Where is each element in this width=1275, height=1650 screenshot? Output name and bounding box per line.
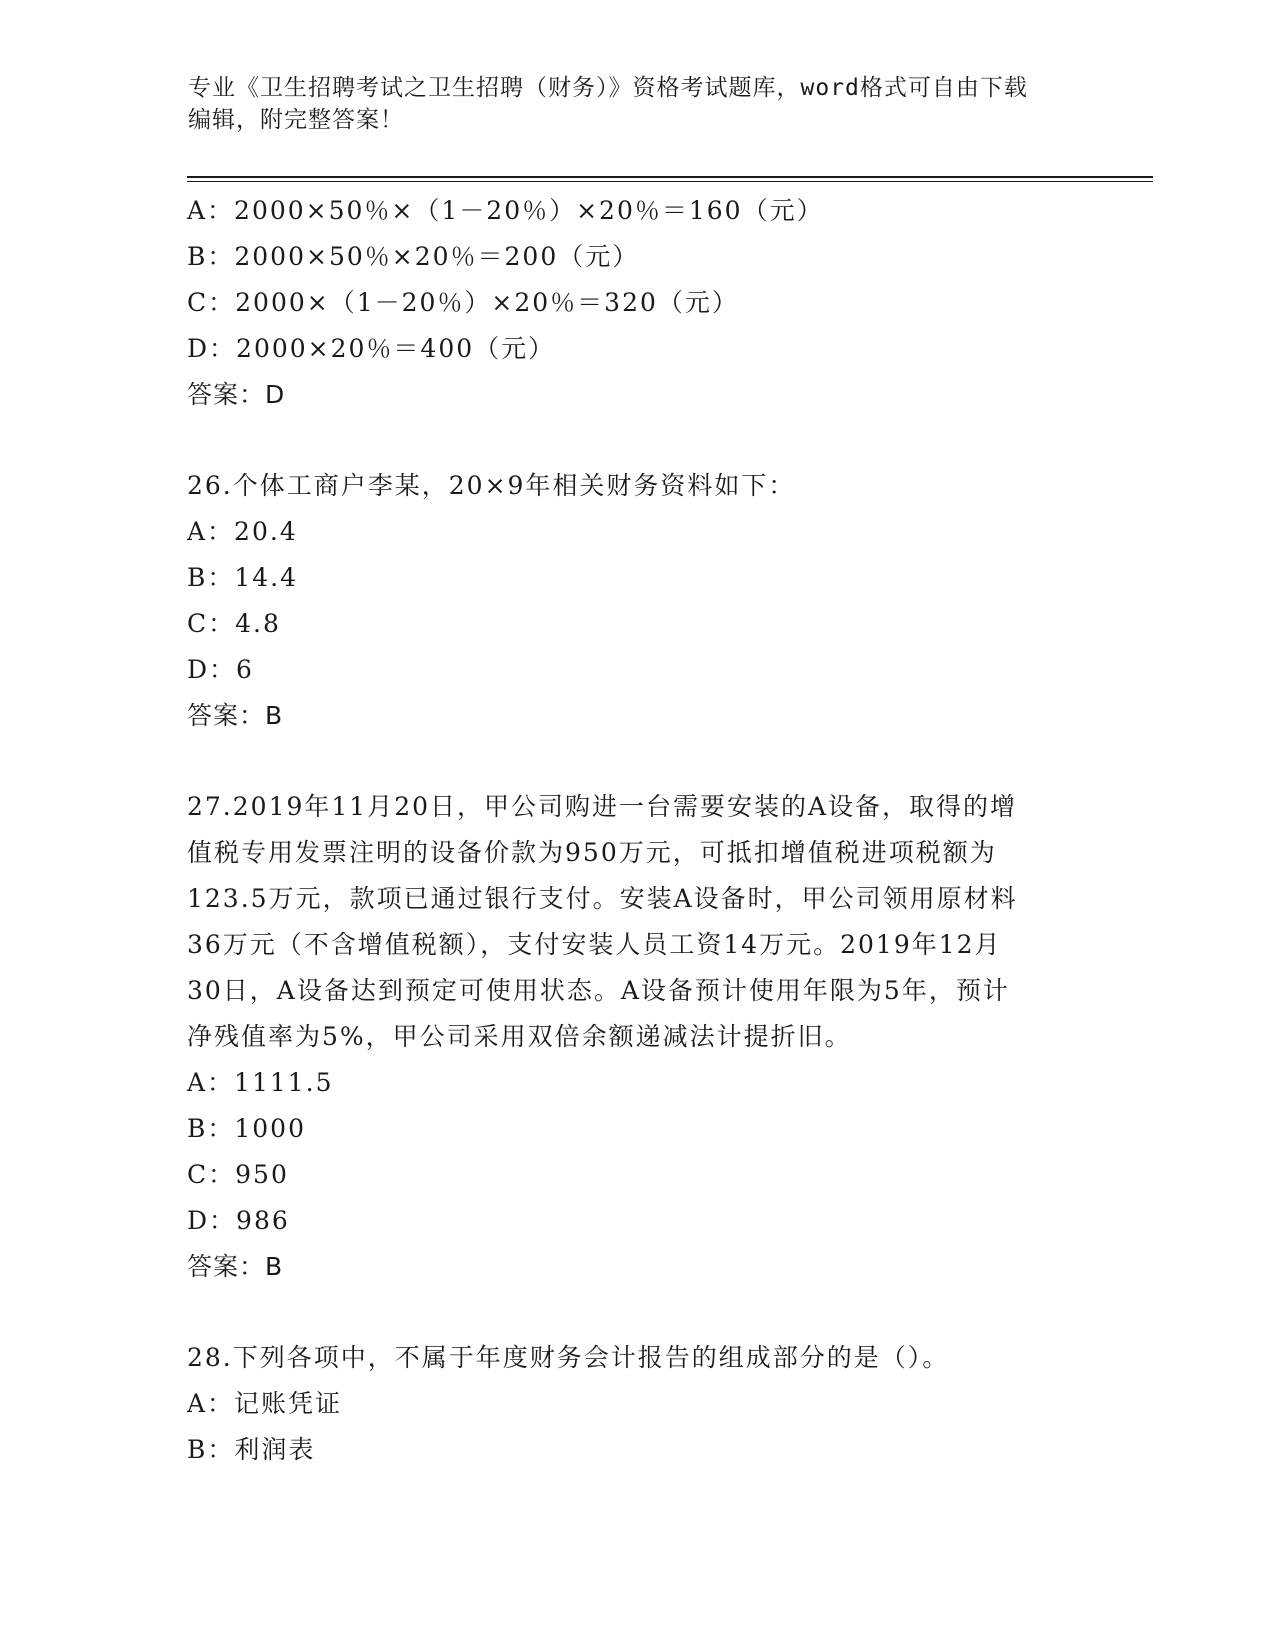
option-a: A：1111.5 [187,1068,334,1097]
question-28 [187,1335,1087,1473]
answer-label: 答案：B [187,1252,284,1281]
question-stem-line: 123.5万元，款项已通过银行支付。安装A设备时，甲公司领用原材料 [187,884,1018,913]
question-stem: 28.下列各项中，不属于年度财务会计报告的组成部分的是（）。 [187,1343,950,1372]
option-d: D：986 [187,1206,290,1235]
question-stem-line: 值税专用发票注明的设备价款为950万元，可抵扣增值税进项税额为 [187,838,997,867]
option-b: B：1000 [187,1114,306,1143]
header-title-line-2: 编辑，附完整答案！ [188,107,404,133]
option-a: A：记账凭证 [187,1389,343,1418]
question-stem: 26.个体工商户李某，20×9年相关财务资料如下： [187,471,796,500]
answer-label: 答案：B [187,701,284,730]
document-header [188,72,1088,136]
answer-label: 答案：D [187,380,286,409]
question-spacer [187,739,1087,784]
option-b: B：14.4 [187,563,299,592]
option-d: D：2000×20％＝400（元） [187,334,556,363]
header-title-line-1: 专业《卫生招聘考试之卫生招聘（财务）》资格考试题库，word格式可自由下载 [188,75,1028,101]
option-b: B：利润表 [187,1435,316,1464]
option-a: A：2000×50％×（1－20％）×20％＝160（元） [187,196,824,225]
option-d: D：6 [187,655,254,684]
question-27 [187,784,1087,1290]
question-26 [187,463,1087,739]
question-stem-line: 净残值率为5%，甲公司采用双倍余额递减法计提折旧。 [187,1022,852,1051]
question-spacer [187,1290,1087,1335]
question-spacer [187,418,1087,463]
question-stem-line: 27.2019年11月20日，甲公司购进一台需要安装的A设备，取得的增 [187,792,1018,821]
option-c: C：2000×（1－20％）×20％＝320（元） [187,288,739,317]
question-25 [187,188,1087,418]
option-a: A：20.4 [187,517,298,546]
question-list [187,188,1087,1473]
option-c: C：950 [187,1160,289,1189]
option-c: C：4.8 [187,609,281,638]
header-divider-thick [187,176,1153,178]
option-b: B：2000×50％×20％＝200（元） [187,242,640,271]
question-stem-line: 36万元（不含增值税额），支付安装人员工资14万元。2019年12月 [187,930,1002,959]
header-divider-thin [187,181,1153,182]
question-stem-line: 30日，A设备达到预定可使用状态。A设备预计使用年限为5年，预计 [187,976,1010,1005]
